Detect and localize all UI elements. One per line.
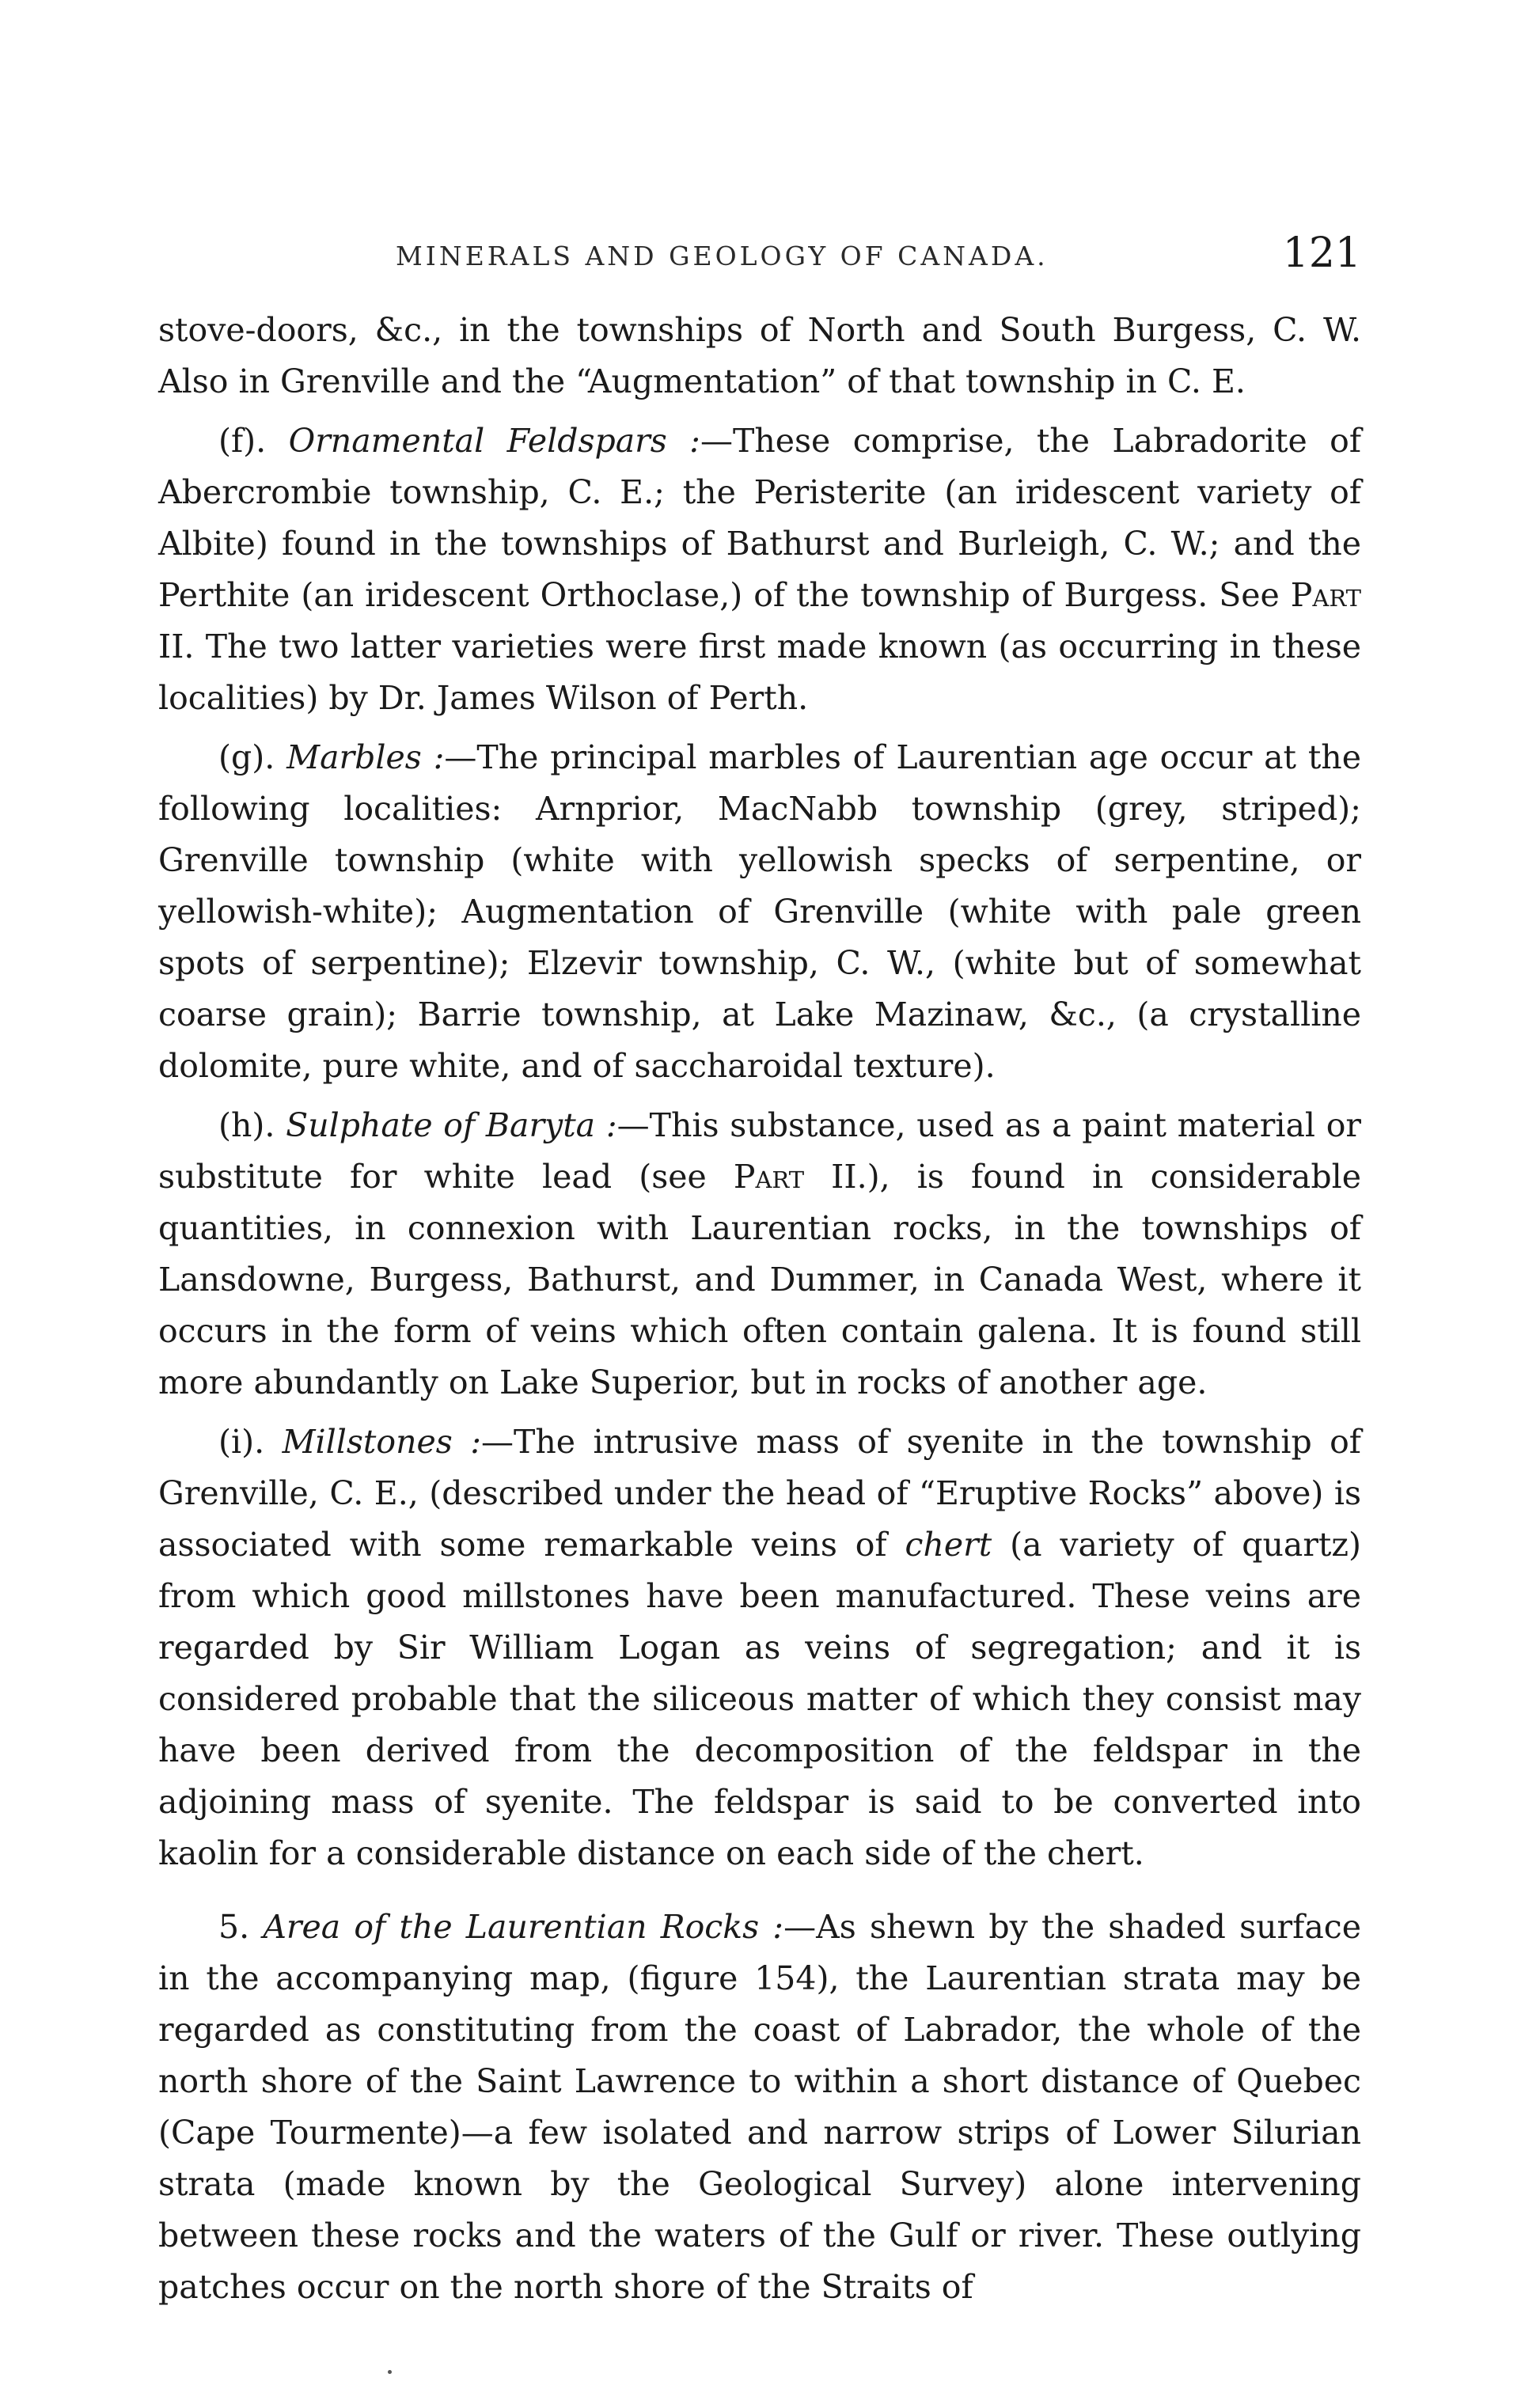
section-label: (i). — [218, 1423, 265, 1461]
section-label: (f). — [218, 422, 267, 460]
paragraph-marbles — [158, 732, 1361, 1092]
cross-reference: Part II. — [158, 576, 1361, 666]
section-label: 5. — [218, 1908, 250, 1946]
body-text — [158, 305, 1361, 2313]
paragraph-text: —The principal marbles of Laurentian age occur at the following localities: Arnprior, MacNabb township (grey, striped); Grenville township (white with yellowish specks of serpentine, or yellowish-white); Augmentation of Grenville (white with pale green spots of serpentine); Elzevir township, C. W., (white but of somewhat coarse grain); Barrie township, at Lake Mazinaw, &c., (a crystalline dolomite, pure white, and of saccharoidal texture). — [158, 738, 1361, 1085]
paragraph-text: —This substance, used as a paint material or substitute for white lead (see — [158, 1106, 1362, 1196]
paragraph-continuation — [158, 305, 1361, 408]
print-speck — [388, 2370, 392, 2374]
page-number: 121 — [1282, 229, 1361, 277]
section-label: (h). — [218, 1106, 275, 1144]
paragraph-text: The two latter varieties were first made known (as occurring in these localities) by Dr. James Wilson of Perth. — [158, 628, 1361, 717]
paragraph-sulphate-of-baryta — [158, 1100, 1361, 1409]
paragraph-ornamental-feldspars — [158, 415, 1361, 724]
emphasized-term: chert — [905, 1526, 992, 1564]
section-title: Sulphate of Baryta : — [286, 1106, 617, 1144]
section-label: (g). — [218, 738, 275, 776]
paragraph-millstones — [158, 1416, 1361, 1879]
section-title: Ornamental Feldspars : — [288, 422, 700, 460]
paragraph-area-of-laurentian-rocks — [158, 1902, 1361, 2313]
section-title: Millstones : — [282, 1423, 482, 1461]
page-header — [158, 229, 1361, 293]
section-title: Marbles : — [286, 738, 445, 776]
running-head: MINERALS AND GEOLOGY OF CANADA. — [396, 241, 1049, 271]
paragraph-text: —As shewn by the shaded surface in the accompanying map, (figure 154), the Laurentian strata may be regarded as constituting from the coast of Labrador, the whole of the north shore of the Saint Lawrence to within a short distance of Quebec (Cape Tourmente)—a few isolated and narrow strips of Lower Silurian strata (made known by the Geological Survey) alone intervening between these rocks and the waters of the Gulf or river. These outlying patches occur on the north shore of the Straits of — [158, 1908, 1361, 2306]
paragraph-text: stove-doors, &c., in the townships of North and South Burgess, C. W. Also in Grenville and the “Augmentation” of that township in C. E. — [158, 311, 1361, 400]
paragraph-text: —The intrusive mass of syenite in the township of Grenville, C. E., (described under the head of “Eruptive Rocks” above) is associated with some remarkable veins of — [158, 1423, 1361, 1564]
paragraph-text: ), is found in considerable quantities, in connexion with Laurentian rocks, in the townships of Lansdowne, Burgess, Bathurst, and Dummer, in Canada West, where it occurs in the form of veins which often contain galena. It is found still more abundantly on Lake Superior, but in rocks of another age. — [158, 1158, 1361, 1401]
section-title: Area of the Laurentian Rocks : — [263, 1908, 784, 1946]
paragraph-text: —These comprise, the Labradorite of Abercrombie township, C. E.; the Peristerite (an iridescent variety of Albite) found in the townships of Bathurst and Burleigh, C. W.; and the Perthite (an iridescent Orthoclase,) of the township of Burgess. See — [158, 422, 1361, 614]
paragraph-text: (a variety of quartz) from which good millstones have been manufactured. These veins are regarded by Sir William Logan as veins of segregation; and it is considered probable that the siliceous matter of which they consist may have been derived from the decomposition of the feldspar in the adjoining mass of syenite. The feldspar is said to be converted into kaolin for a considerable distance on each side of the chert. — [158, 1526, 1362, 1872]
cross-reference: Part II. — [733, 1158, 867, 1196]
